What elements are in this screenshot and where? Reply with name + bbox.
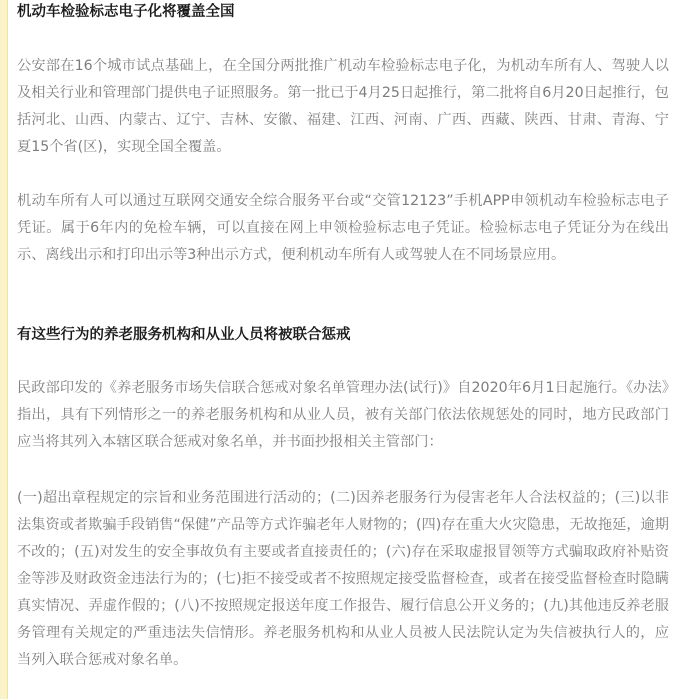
paragraph-measures: 民政部印发的《养老服务市场失信联合惩戒对象名单管理办法(试行)》自2020年6月1日起施行。《办法》指出，具有下列情形之一的养老服务机构和从业人员，被有关部门依法依规惩处的同时，地方民政部门应当将其列入本辖区联合惩戒对象名单，并书面抄报相关主管部门：: [17, 380, 669, 450]
paragraph-e-certificate: 机动车所有人可以通过互联网交通安全综合服务平台或“交管12123”手机APP申领机动车检验标志电子凭证。属于6年内的免检车辆，可以直接在网上申领检验标志电子凭证。检验标志电子凭证分为在线出示、离线出示和打印出示等3种出示方式，便利机动车所有人或驾驶人在不同场景应用。: [17, 193, 669, 263]
paragraph-rollout: 公安部在16个城市试点基础上，在全国分两批推广机动车检验标志电子化，为机动车所有人、驾驶人以及相关行业和管理部门提供电子证照服务。第一批已于4月25日起推行，第二批将自6月20日起推行，包括河北、山西、内蒙古、辽宁、吉林、安徽、福建、江西、河南、广西、西藏、陕西、甘肃、青海、宁夏15个省(区)，实现全国全覆盖。: [17, 58, 669, 155]
section-heading-vehicle-inspection: 机动车检验标志电子化将覆盖全国: [17, 4, 235, 20]
section-heading-elderly-care: 有这些行为的养老服务机构和从业人员将被联合惩戒: [17, 327, 351, 343]
paragraph-violations-list: (一)超出章程规定的宗旨和业务范围进行活动的；(二)因养老服务行为侵害老年人合法权益的；(三)以非法集资或者欺骗手段销售“保健”产品等方式诈骗老年人财物的；(四)存在重大火灾隐患，无故拖延，逾期不改的；(五)对发生的安全事故负有主要或者直接责任的；(六)存在采取虚报冒领等方式骗取政府补贴资金等涉及财政资金违法行为的；(七)拒不接受或者不按照规定接受监督检查，或者在接受监督检查时隐瞒真实情况、弄虚作假的；(八)不按照规定报送年度工作报告、履行信息公开义务的；(九)其他违反养老服务管理有关规定的严重违法失信情形。养老服务机构和从业人员被人民法院认定为失信被执行人的，应当列入联合惩戒对象名单。: [17, 490, 669, 668]
left-accent-line: [7, 0, 8, 699]
